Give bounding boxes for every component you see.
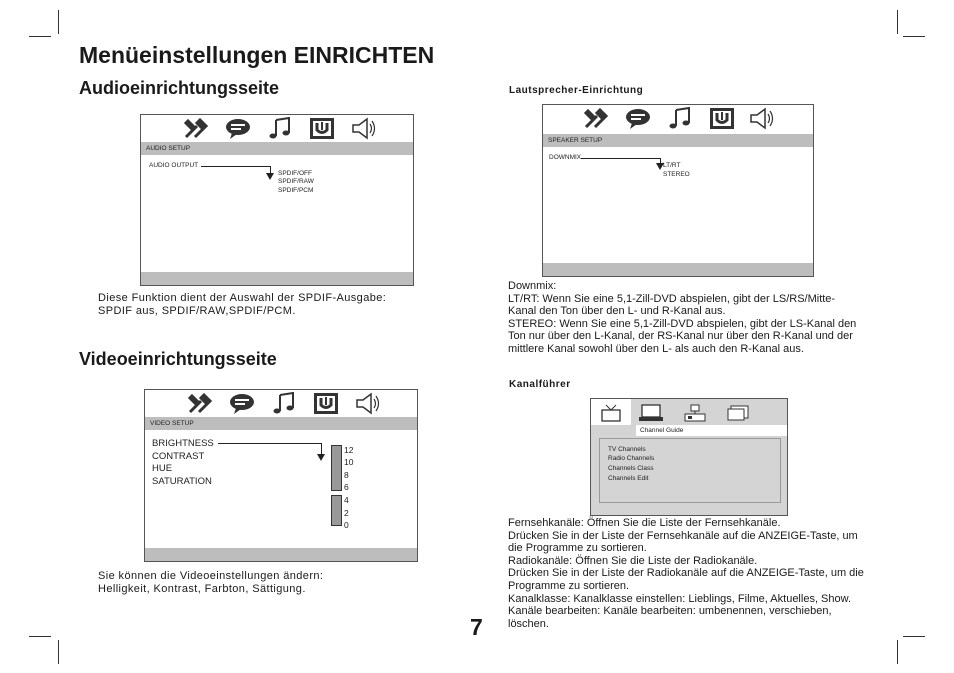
scale-value: 8 [344,470,349,480]
icon-bar [141,115,413,142]
speaker-heading: Lautsprecher-Einrichtung [509,85,644,96]
channel-heading: Kanalführer [509,379,571,390]
video-setup-screen [144,389,418,562]
option-spdif-raw[interactable]: SPDIF/RAW [278,178,314,185]
volume-speaker-icon [355,392,381,415]
scale-value: 0 [344,520,349,530]
brightness-item[interactable]: BRIGHTNESS [152,438,214,449]
video-heading: Videoeinrichtungsseite [79,349,277,369]
speech-bubble-icon [625,107,651,130]
crop-mark [903,636,925,637]
level-bar-lower [331,495,342,526]
menu-label-bar: SPEAKER SETUP [543,134,813,147]
crop-mark [29,636,51,637]
audio-setup-screen [140,114,414,286]
page-number: 7 [470,614,483,640]
speaker-setup-screen [542,104,814,277]
menu-radio-channels[interactable]: Radio Channels [608,455,655,462]
menu-label-bar: AUDIO SETUP [141,142,413,155]
channel-guide-tab[interactable]: Channel Guide [636,425,787,436]
video-description: Sie können die Videoeinstellungen ändern: Helligkeit, Kontrast, Farbton, Sättigung. [98,570,324,595]
scale-value: 6 [344,482,349,492]
tools-icon [187,392,213,415]
page-title: Menüeinstellungen EINRICHTEN [79,42,435,68]
footer-bar [543,263,813,276]
music-note-icon [667,107,693,130]
volume-speaker-icon [749,107,775,130]
crop-mark [29,36,51,37]
menu-tv-channels[interactable]: TV Channels [608,446,646,453]
speech-bubble-icon [225,117,251,140]
option-stereo[interactable]: STEREO [663,171,690,178]
icon-bar [543,105,813,132]
option-spdif-off[interactable]: SPDIF/OFF [278,170,312,177]
scale-value: 2 [344,508,349,518]
scale-value: 12 [344,445,354,455]
network-icon [684,404,706,422]
volume-speaker-icon [351,117,377,140]
speech-bubble-icon [229,392,255,415]
speaker-setup-icon [313,392,339,415]
speaker-setup-icon [709,107,735,130]
audio-heading: Audioeinrichtungsseite [79,78,280,98]
crop-mark [897,640,898,664]
hue-item[interactable]: HUE [152,463,173,474]
tools-icon [183,117,209,140]
speaker-setup-icon [309,117,335,140]
contrast-item[interactable]: CONTRAST [152,451,205,462]
crop-mark [58,10,59,34]
option-spdif-pcm[interactable]: SPDIF/PCM [278,187,314,194]
tools-icon [583,107,609,130]
scale-value: 10 [344,457,354,467]
cards-icon [727,405,749,421]
music-note-icon [267,117,293,140]
level-bar-upper [331,445,342,491]
option-lt-rt[interactable]: LT/RT [663,162,681,169]
footer-bar [141,272,413,285]
speaker-description: Downmix: LT/RT: Wenn Sie eine 5,1-Zill-DVD abspielen, gibt der LS/RS/Mitte- Kanal den Ton über den L- und R-Kanal aus. STEREO: Wenn Sie eine 5,1-Zill-DVD abspielen, gibt der LS-Kanal den Ton nur über den L-Kanal, der RS-Kanal nur über den R-Kanal und der mittlere Kanal sowohl über den L- als auch den R-Kanal aus. [508,280,857,355]
channel-description: Fernsehkanäle: Öffnen Sie die Liste der Fernsehkanäle. Drücken Sie in der Liste der Fernsehkanäle auf die ANZEIGE-Taste, um die Programme zu sortieren. Radiokanäle: Öffnen Sie die Liste der Radiokanäle. Drücken Sie in der Liste der Radiokanäle auf die ANZEIGE-Taste, um die Programme zu sortieren. Kanalklasse: Kanalklasse einstellen: Lieblings, Filme, Aktuelles, Show. Kanäle bearbeiten: Kanäle bearbeiten: umbenennen, verschieben, löschen. [508,517,864,630]
crop-mark [58,640,59,664]
icon-bar [145,390,417,417]
crop-mark [897,10,898,34]
menu-channels-edit[interactable]: Channels Edit [608,475,649,482]
audio-output-label[interactable]: AUDIO OUTPUT [149,162,199,169]
menu-channels-class[interactable]: Channels Class [608,465,654,472]
laptop-icon [638,404,664,422]
downmix-label[interactable]: DOWNMIX [549,154,582,161]
channel-guide-screen [590,398,788,516]
scale-value: 4 [344,495,349,505]
menu-label-bar: VIDEO SETUP [145,417,417,430]
audio-description: Diese Funktion dient der Auswahl der SPDIF-Ausgabe: SPDIF aus, SPDIF/RAW,SPDIF/PCM. [98,292,387,317]
crop-mark [903,36,925,37]
footer-bar [145,548,417,561]
music-note-icon [271,392,297,415]
tv-antenna-icon [601,404,621,422]
saturation-item[interactable]: SATURATION [152,476,212,487]
